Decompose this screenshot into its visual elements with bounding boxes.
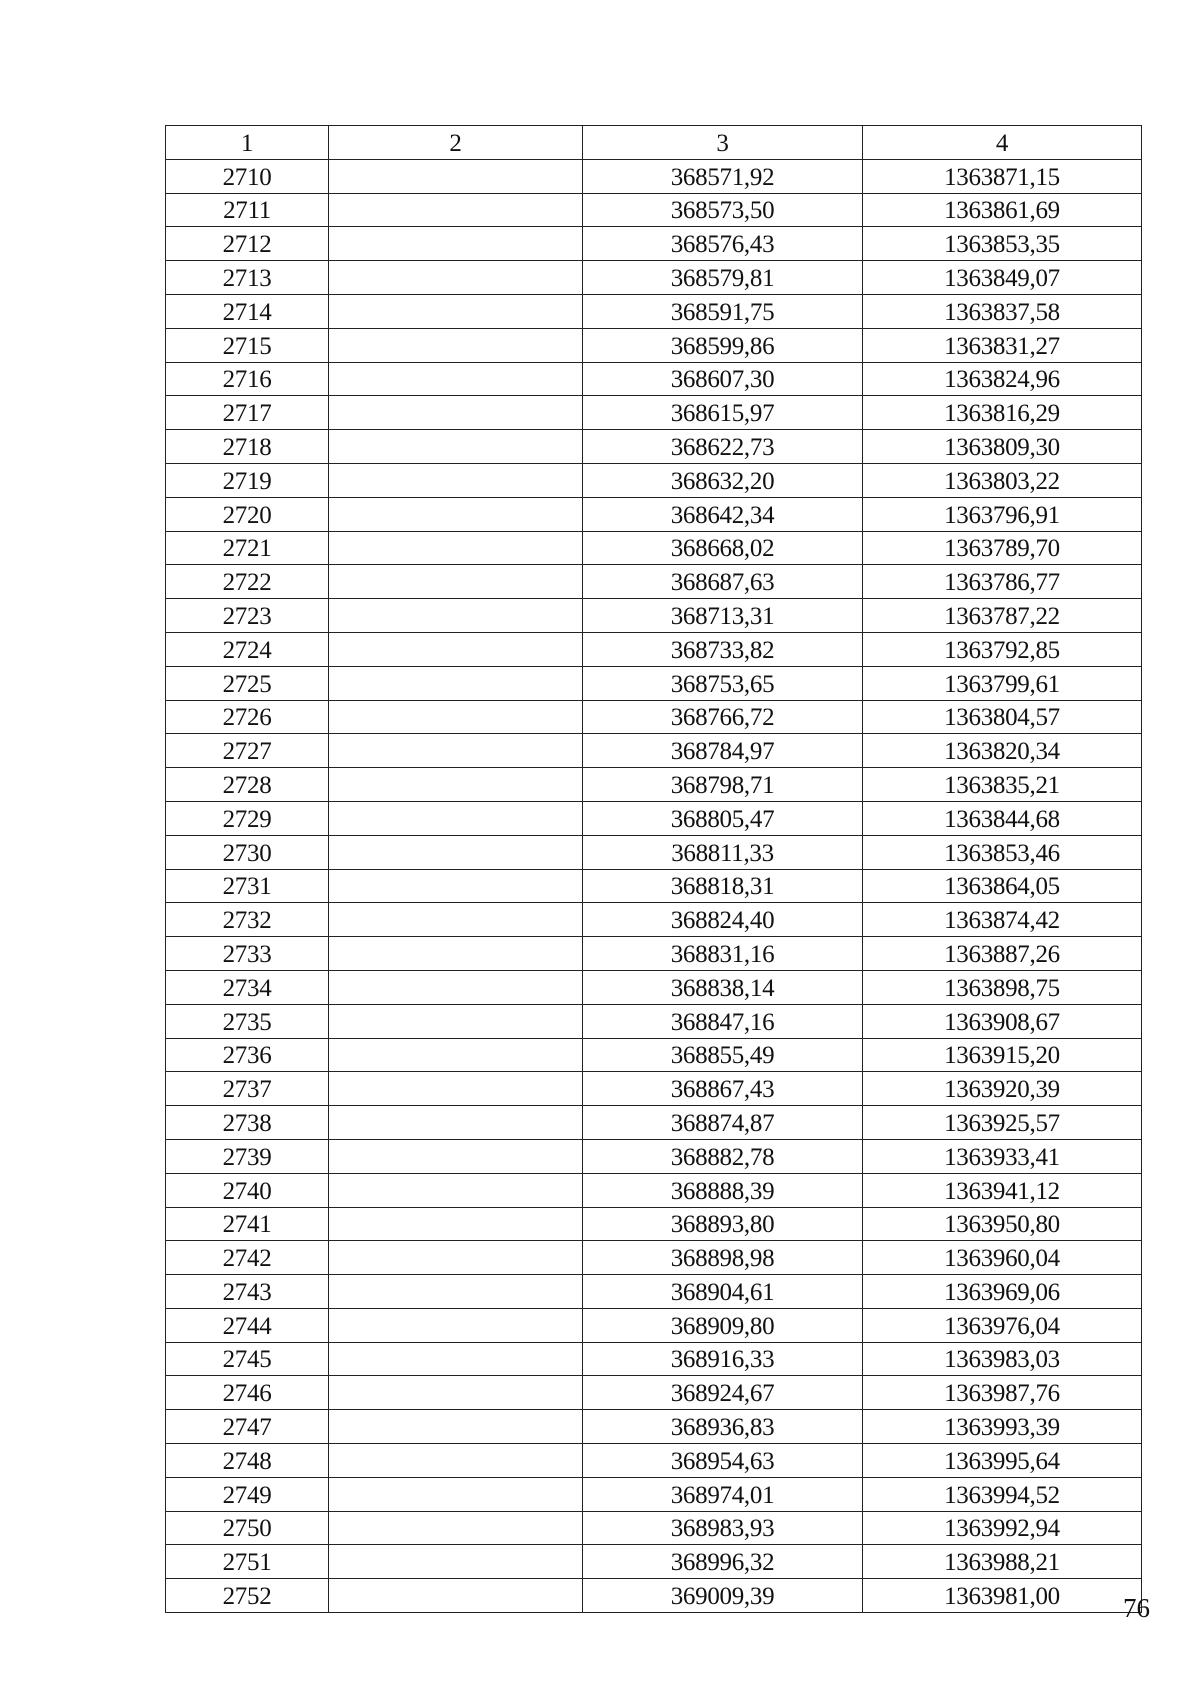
- empty-cell: [329, 565, 583, 599]
- y-coordinate-cell: 1363887,26: [863, 937, 1142, 971]
- table-row: [166, 362, 1142, 396]
- empty-cell: [329, 1038, 583, 1072]
- y-coordinate-cell: 1363981,00: [863, 1579, 1142, 1613]
- point-number-cell: 2738: [166, 1106, 329, 1140]
- x-coordinate-cell: 368571,92: [583, 159, 863, 193]
- y-coordinate-cell: 1363908,67: [863, 1004, 1142, 1038]
- table-row: [166, 937, 1142, 971]
- y-coordinate-cell: 1363941,12: [863, 1173, 1142, 1207]
- x-coordinate-cell: 368713,31: [583, 599, 863, 633]
- empty-cell: [329, 700, 583, 734]
- point-number-cell: 2752: [166, 1579, 329, 1613]
- header-cell-3: 3: [583, 126, 863, 160]
- table-row: [166, 835, 1142, 869]
- empty-cell: [329, 1477, 583, 1511]
- y-coordinate-cell: 1363853,35: [863, 227, 1142, 261]
- point-number-cell: 2747: [166, 1410, 329, 1444]
- x-coordinate-cell: 368632,20: [583, 463, 863, 497]
- point-number-cell: 2730: [166, 835, 329, 869]
- empty-cell: [329, 801, 583, 835]
- table-row: [166, 193, 1142, 227]
- point-number-cell: 2726: [166, 700, 329, 734]
- table-row: [166, 734, 1142, 768]
- empty-cell: [329, 599, 583, 633]
- y-coordinate-cell: 1363816,29: [863, 396, 1142, 430]
- point-number-cell: 2729: [166, 801, 329, 835]
- y-coordinate-cell: 1363849,07: [863, 261, 1142, 295]
- table-row: [166, 1004, 1142, 1038]
- point-number-cell: 2743: [166, 1275, 329, 1309]
- table-row: [166, 1545, 1142, 1579]
- y-coordinate-cell: 1363976,04: [863, 1308, 1142, 1342]
- empty-cell: [329, 193, 583, 227]
- empty-cell: [329, 937, 583, 971]
- y-coordinate-cell: 1363864,05: [863, 869, 1142, 903]
- y-coordinate-cell: 1363831,27: [863, 328, 1142, 362]
- point-number-cell: 2723: [166, 599, 329, 633]
- table-row: [166, 1139, 1142, 1173]
- empty-cell: [329, 835, 583, 869]
- table-row: [166, 1106, 1142, 1140]
- x-coordinate-cell: 368784,97: [583, 734, 863, 768]
- coordinates-table: [165, 125, 1142, 1613]
- header-row: [166, 126, 1142, 160]
- x-coordinate-cell: 368909,80: [583, 1308, 863, 1342]
- empty-cell: [329, 261, 583, 295]
- y-coordinate-cell: 1363994,52: [863, 1477, 1142, 1511]
- x-coordinate-cell: 368668,02: [583, 531, 863, 565]
- empty-cell: [329, 1106, 583, 1140]
- empty-cell: [329, 768, 583, 802]
- table-row: [166, 666, 1142, 700]
- empty-cell: [329, 1342, 583, 1376]
- table-row: [166, 565, 1142, 599]
- point-number-cell: 2744: [166, 1308, 329, 1342]
- table-row: [166, 700, 1142, 734]
- table-row: [166, 1275, 1142, 1309]
- y-coordinate-cell: 1363969,06: [863, 1275, 1142, 1309]
- table-row: [166, 632, 1142, 666]
- table-row: [166, 463, 1142, 497]
- empty-cell: [329, 1511, 583, 1545]
- table-row: [166, 903, 1142, 937]
- y-coordinate-cell: 1363995,64: [863, 1444, 1142, 1478]
- table-row: [166, 1173, 1142, 1207]
- point-number-cell: 2741: [166, 1207, 329, 1241]
- x-coordinate-cell: 368805,47: [583, 801, 863, 835]
- page-number: 76: [1123, 1593, 1150, 1623]
- x-coordinate-cell: 368798,71: [583, 768, 863, 802]
- x-coordinate-cell: 368882,78: [583, 1139, 863, 1173]
- table-row: [166, 261, 1142, 295]
- table-row: [166, 1207, 1142, 1241]
- x-coordinate-cell: 368818,31: [583, 869, 863, 903]
- table-row: [166, 970, 1142, 1004]
- x-coordinate-cell: 368576,43: [583, 227, 863, 261]
- y-coordinate-cell: 1363803,22: [863, 463, 1142, 497]
- header-cell-4: 4: [863, 126, 1142, 160]
- x-coordinate-cell: 368888,39: [583, 1173, 863, 1207]
- point-number-cell: 2736: [166, 1038, 329, 1072]
- empty-cell: [329, 1173, 583, 1207]
- point-number-cell: 2716: [166, 362, 329, 396]
- table-row: [166, 497, 1142, 531]
- table-body: [166, 159, 1142, 1612]
- empty-cell: [329, 294, 583, 328]
- point-number-cell: 2740: [166, 1173, 329, 1207]
- table-row: [166, 531, 1142, 565]
- x-coordinate-cell: 368983,93: [583, 1511, 863, 1545]
- point-number-cell: 2711: [166, 193, 329, 227]
- point-number-cell: 2732: [166, 903, 329, 937]
- point-number-cell: 2749: [166, 1477, 329, 1511]
- x-coordinate-cell: 368855,49: [583, 1038, 863, 1072]
- table-row: [166, 159, 1142, 193]
- table-row: [166, 1410, 1142, 1444]
- table-row: [166, 1511, 1142, 1545]
- y-coordinate-cell: 1363898,75: [863, 970, 1142, 1004]
- point-number-cell: 2734: [166, 970, 329, 1004]
- point-number-cell: 2715: [166, 328, 329, 362]
- point-number-cell: 2728: [166, 768, 329, 802]
- y-coordinate-cell: 1363960,04: [863, 1241, 1142, 1275]
- x-coordinate-cell: 368573,50: [583, 193, 863, 227]
- empty-cell: [329, 463, 583, 497]
- point-number-cell: 2710: [166, 159, 329, 193]
- header-cell-2: 2: [329, 126, 583, 160]
- y-coordinate-cell: 1363837,58: [863, 294, 1142, 328]
- empty-cell: [329, 1545, 583, 1579]
- empty-cell: [329, 1207, 583, 1241]
- empty-cell: [329, 970, 583, 1004]
- empty-cell: [329, 531, 583, 565]
- y-coordinate-cell: 1363787,22: [863, 599, 1142, 633]
- point-number-cell: 2721: [166, 531, 329, 565]
- y-coordinate-cell: 1363799,61: [863, 666, 1142, 700]
- y-coordinate-cell: 1363915,20: [863, 1038, 1142, 1072]
- x-coordinate-cell: 368579,81: [583, 261, 863, 295]
- empty-cell: [329, 497, 583, 531]
- point-number-cell: 2722: [166, 565, 329, 599]
- table-row: [166, 599, 1142, 633]
- empty-cell: [329, 1241, 583, 1275]
- y-coordinate-cell: 1363844,68: [863, 801, 1142, 835]
- x-coordinate-cell: 368811,33: [583, 835, 863, 869]
- x-coordinate-cell: 368831,16: [583, 937, 863, 971]
- point-number-cell: 2748: [166, 1444, 329, 1478]
- empty-cell: [329, 1376, 583, 1410]
- empty-cell: [329, 869, 583, 903]
- point-number-cell: 2745: [166, 1342, 329, 1376]
- table-row: [166, 1308, 1142, 1342]
- point-number-cell: 2751: [166, 1545, 329, 1579]
- point-number-cell: 2714: [166, 294, 329, 328]
- table-row: [166, 1477, 1142, 1511]
- header-cell-1: 1: [166, 126, 329, 160]
- empty-cell: [329, 430, 583, 464]
- x-coordinate-cell: 368904,61: [583, 1275, 863, 1309]
- y-coordinate-cell: 1363824,96: [863, 362, 1142, 396]
- table-row: [166, 1342, 1142, 1376]
- empty-cell: [329, 396, 583, 430]
- x-coordinate-cell: 368766,72: [583, 700, 863, 734]
- empty-cell: [329, 1444, 583, 1478]
- x-coordinate-cell: 368974,01: [583, 1477, 863, 1511]
- x-coordinate-cell: 368916,33: [583, 1342, 863, 1376]
- y-coordinate-cell: 1363933,41: [863, 1139, 1142, 1173]
- empty-cell: [329, 1004, 583, 1038]
- x-coordinate-cell: 368733,82: [583, 632, 863, 666]
- point-number-cell: 2719: [166, 463, 329, 497]
- empty-cell: [329, 666, 583, 700]
- x-coordinate-cell: 368615,97: [583, 396, 863, 430]
- x-coordinate-cell: 368753,65: [583, 666, 863, 700]
- empty-cell: [329, 903, 583, 937]
- x-coordinate-cell: 368996,32: [583, 1545, 863, 1579]
- x-coordinate-cell: 368642,34: [583, 497, 863, 531]
- y-coordinate-cell: 1363786,77: [863, 565, 1142, 599]
- empty-cell: [329, 362, 583, 396]
- y-coordinate-cell: 1363804,57: [863, 700, 1142, 734]
- x-coordinate-cell: 368599,86: [583, 328, 863, 362]
- x-coordinate-cell: 368874,87: [583, 1106, 863, 1140]
- x-coordinate-cell: 368622,73: [583, 430, 863, 464]
- table-row: [166, 396, 1142, 430]
- y-coordinate-cell: 1363874,42: [863, 903, 1142, 937]
- empty-cell: [329, 1139, 583, 1173]
- x-coordinate-cell: 368954,63: [583, 1444, 863, 1478]
- empty-cell: [329, 1072, 583, 1106]
- x-coordinate-cell: 368824,40: [583, 903, 863, 937]
- y-coordinate-cell: 1363792,85: [863, 632, 1142, 666]
- table-row: [166, 1444, 1142, 1478]
- point-number-cell: 2712: [166, 227, 329, 261]
- point-number-cell: 2737: [166, 1072, 329, 1106]
- empty-cell: [329, 159, 583, 193]
- table-row: [166, 869, 1142, 903]
- point-number-cell: 2746: [166, 1376, 329, 1410]
- empty-cell: [329, 1275, 583, 1309]
- x-coordinate-cell: 368838,14: [583, 970, 863, 1004]
- table-row: [166, 1072, 1142, 1106]
- table-row: [166, 294, 1142, 328]
- point-number-cell: 2717: [166, 396, 329, 430]
- y-coordinate-cell: 1363983,03: [863, 1342, 1142, 1376]
- y-coordinate-cell: 1363992,94: [863, 1511, 1142, 1545]
- y-coordinate-cell: 1363950,80: [863, 1207, 1142, 1241]
- point-number-cell: 2720: [166, 497, 329, 531]
- point-number-cell: 2731: [166, 869, 329, 903]
- y-coordinate-cell: 1363789,70: [863, 531, 1142, 565]
- point-number-cell: 2742: [166, 1241, 329, 1275]
- table-row: [166, 227, 1142, 261]
- table-row: [166, 801, 1142, 835]
- point-number-cell: 2727: [166, 734, 329, 768]
- x-coordinate-cell: 368687,63: [583, 565, 863, 599]
- point-number-cell: 2733: [166, 937, 329, 971]
- y-coordinate-cell: 1363835,21: [863, 768, 1142, 802]
- x-coordinate-cell: 368893,80: [583, 1207, 863, 1241]
- point-number-cell: 2735: [166, 1004, 329, 1038]
- x-coordinate-cell: 368867,43: [583, 1072, 863, 1106]
- x-coordinate-cell: 368936,83: [583, 1410, 863, 1444]
- table-row: [166, 328, 1142, 362]
- table-row: [166, 1241, 1142, 1275]
- empty-cell: [329, 1579, 583, 1613]
- y-coordinate-cell: 1363809,30: [863, 430, 1142, 464]
- point-number-cell: 2713: [166, 261, 329, 295]
- table-row: [166, 768, 1142, 802]
- x-coordinate-cell: 368847,16: [583, 1004, 863, 1038]
- y-coordinate-cell: 1363993,39: [863, 1410, 1142, 1444]
- y-coordinate-cell: 1363987,76: [863, 1376, 1142, 1410]
- y-coordinate-cell: 1363853,46: [863, 835, 1142, 869]
- point-number-cell: 2750: [166, 1511, 329, 1545]
- y-coordinate-cell: 1363861,69: [863, 193, 1142, 227]
- y-coordinate-cell: 1363871,15: [863, 159, 1142, 193]
- table-row: [166, 1038, 1142, 1072]
- x-coordinate-cell: 368607,30: [583, 362, 863, 396]
- empty-cell: [329, 734, 583, 768]
- x-coordinate-cell: 368591,75: [583, 294, 863, 328]
- y-coordinate-cell: 1363988,21: [863, 1545, 1142, 1579]
- empty-cell: [329, 227, 583, 261]
- table-header: [166, 126, 1142, 160]
- y-coordinate-cell: 1363796,91: [863, 497, 1142, 531]
- empty-cell: [329, 632, 583, 666]
- point-number-cell: 2718: [166, 430, 329, 464]
- table-row: [166, 430, 1142, 464]
- y-coordinate-cell: 1363820,34: [863, 734, 1142, 768]
- point-number-cell: 2724: [166, 632, 329, 666]
- y-coordinate-cell: 1363920,39: [863, 1072, 1142, 1106]
- point-number-cell: 2739: [166, 1139, 329, 1173]
- point-number-cell: 2725: [166, 666, 329, 700]
- x-coordinate-cell: 368898,98: [583, 1241, 863, 1275]
- y-coordinate-cell: 1363925,57: [863, 1106, 1142, 1140]
- x-coordinate-cell: 369009,39: [583, 1579, 863, 1613]
- table-row: [166, 1376, 1142, 1410]
- empty-cell: [329, 1308, 583, 1342]
- empty-cell: [329, 1410, 583, 1444]
- x-coordinate-cell: 368924,67: [583, 1376, 863, 1410]
- empty-cell: [329, 328, 583, 362]
- table-row: [166, 1579, 1142, 1613]
